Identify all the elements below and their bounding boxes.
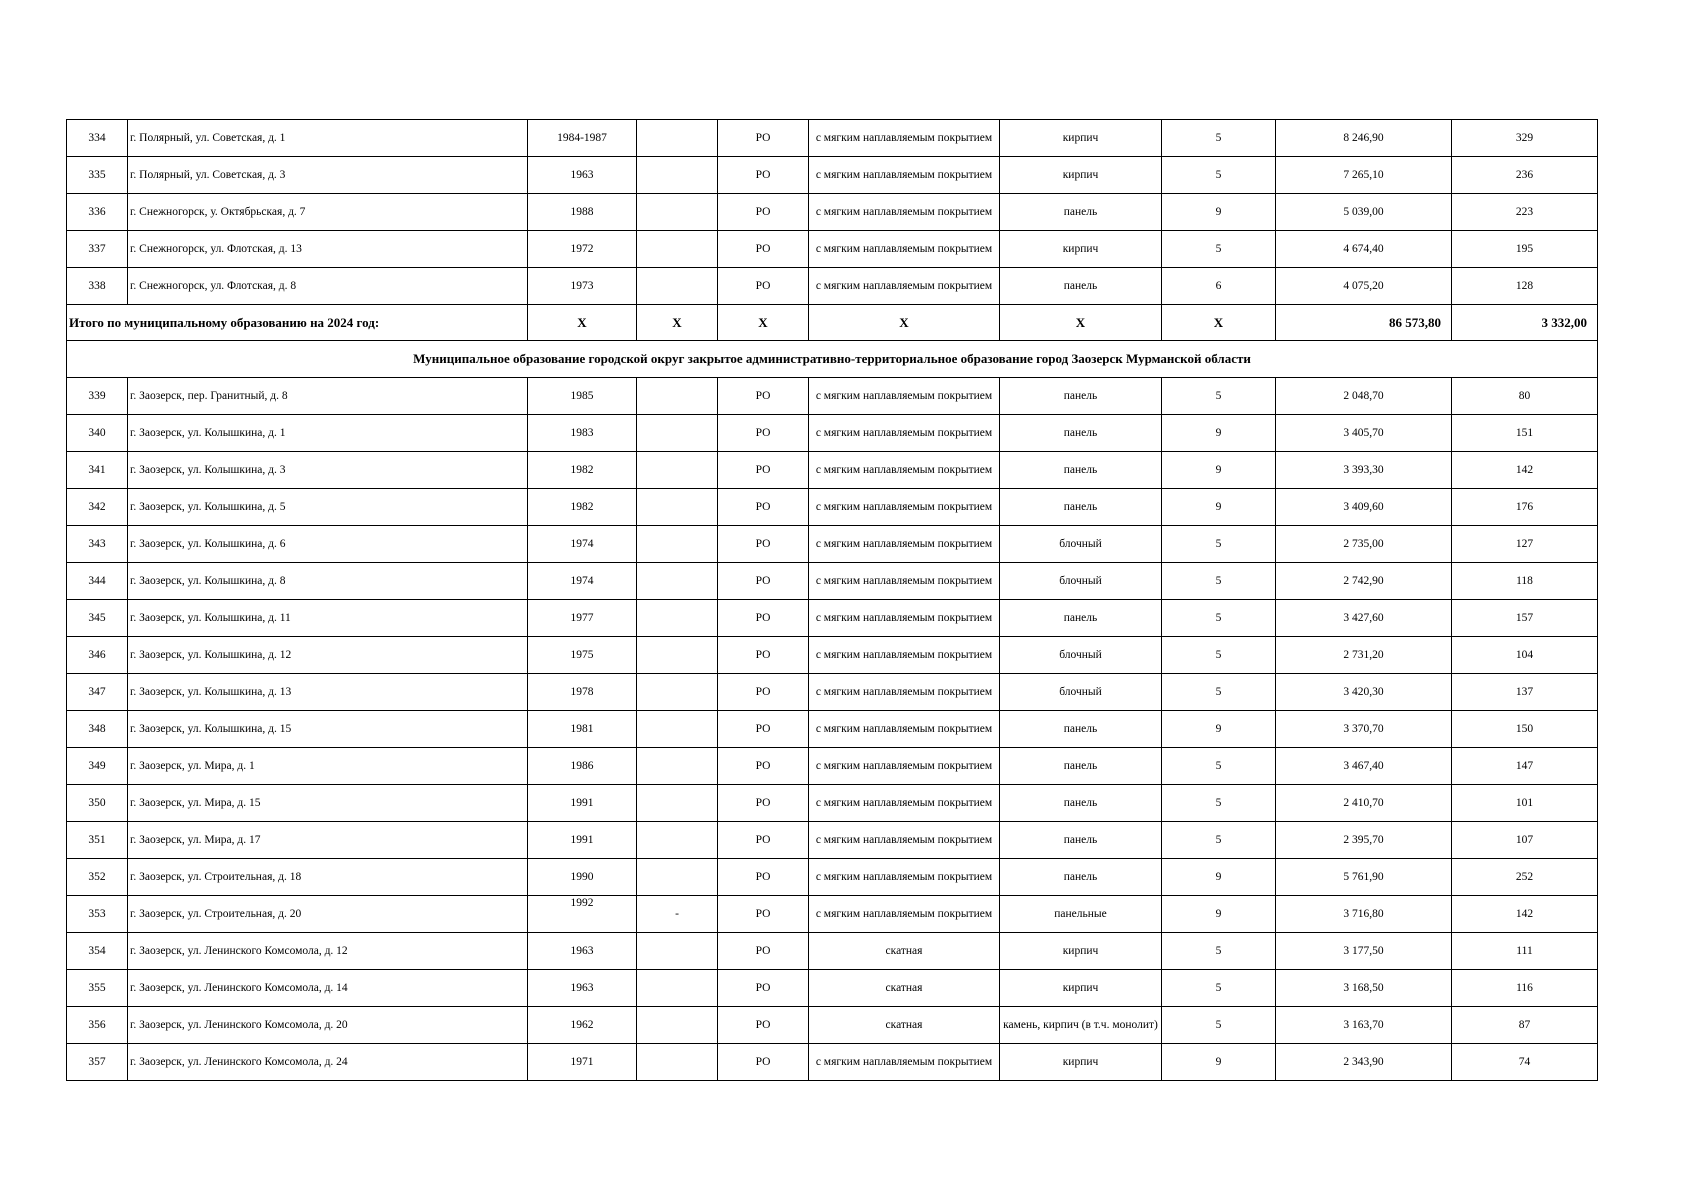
year-cell: 1971 — [528, 1044, 637, 1081]
address-cell: г. Полярный, ул. Советская, д. 3 — [128, 157, 528, 194]
wall-material-cell: блочный — [1000, 563, 1162, 600]
year-cell: 1988 — [528, 194, 637, 231]
total-area: 86 573,80 — [1276, 305, 1452, 341]
roof-type-cell: с мягким наплавляемым покрытием — [809, 489, 1000, 526]
empty-cell — [637, 231, 718, 268]
area-cell: 3 168,50 — [1276, 970, 1452, 1007]
table-row — [67, 268, 1598, 305]
roof-type-cell: с мягким наплавляемым покрытием — [809, 785, 1000, 822]
area-cell: 2 731,20 — [1276, 637, 1452, 674]
roof-type-cell: с мягким наплавляемым покрытием — [809, 378, 1000, 415]
year-cell: 1972 — [528, 231, 637, 268]
address-cell: г. Заозерск, ул. Колышкина, д. 5 — [128, 489, 528, 526]
fund-method-cell: РО — [718, 748, 809, 785]
address-cell: г. Заозерск, ул. Ленинского Комсомола, д. 20 — [128, 1007, 528, 1044]
row-number: 348 — [67, 711, 128, 748]
residents-cell: 87 — [1452, 1007, 1598, 1044]
floors-cell: 9 — [1162, 415, 1276, 452]
empty-cell: - — [637, 896, 718, 933]
wall-material-cell: кирпич — [1000, 157, 1162, 194]
address-cell: г. Заозерск, ул. Мира, д. 15 — [128, 785, 528, 822]
address-cell: г. Заозерск, ул. Колышкина, д. 3 — [128, 452, 528, 489]
empty-cell — [637, 785, 718, 822]
total-x-mark: X — [637, 305, 718, 341]
year-cell: 1974 — [528, 526, 637, 563]
fund-method-cell: РО — [718, 120, 809, 157]
address-cell: г. Заозерск, ул. Колышкина, д. 15 — [128, 711, 528, 748]
residents-cell: 111 — [1452, 933, 1598, 970]
total-x-mark: X — [528, 305, 637, 341]
residents-cell: 157 — [1452, 600, 1598, 637]
area-cell: 5 761,90 — [1276, 859, 1452, 896]
residents-cell: 142 — [1452, 452, 1598, 489]
wall-material-cell: панельные — [1000, 896, 1162, 933]
area-cell: 3 163,70 — [1276, 1007, 1452, 1044]
empty-cell — [637, 1007, 718, 1044]
area-cell: 2 735,00 — [1276, 526, 1452, 563]
residents-cell: 127 — [1452, 526, 1598, 563]
fund-method-cell: РО — [718, 231, 809, 268]
floors-cell: 9 — [1162, 711, 1276, 748]
area-cell: 2 048,70 — [1276, 378, 1452, 415]
wall-material-cell: блочный — [1000, 637, 1162, 674]
wall-material-cell: панель — [1000, 378, 1162, 415]
area-cell: 4 674,40 — [1276, 231, 1452, 268]
roof-type-cell: с мягким наплавляемым покрытием — [809, 896, 1000, 933]
fund-method-cell: РО — [718, 1007, 809, 1044]
table-row — [67, 120, 1598, 157]
roof-type-cell: с мягким наплавляемым покрытием — [809, 563, 1000, 600]
row-number: 338 — [67, 268, 128, 305]
area-cell: 8 246,90 — [1276, 120, 1452, 157]
area-cell: 3 420,30 — [1276, 674, 1452, 711]
floors-cell: 5 — [1162, 563, 1276, 600]
residents-cell: 147 — [1452, 748, 1598, 785]
residents-cell: 80 — [1452, 378, 1598, 415]
section-header-row — [67, 341, 1598, 378]
total-block — [67, 305, 1598, 378]
residents-cell: 116 — [1452, 970, 1598, 1007]
floors-cell: 5 — [1162, 1007, 1276, 1044]
address-cell: г. Заозерск, ул. Ленинского Комсомола, д. 14 — [128, 970, 528, 1007]
fund-method-cell: РО — [718, 268, 809, 305]
floors-cell: 5 — [1162, 231, 1276, 268]
row-number: 356 — [67, 1007, 128, 1044]
year-cell: 1963 — [528, 970, 637, 1007]
roof-type-cell: с мягким наплавляемым покрытием — [809, 194, 1000, 231]
row-number: 352 — [67, 859, 128, 896]
fund-method-cell: РО — [718, 194, 809, 231]
wall-material-cell: панель — [1000, 748, 1162, 785]
residents-cell: 223 — [1452, 194, 1598, 231]
floors-cell: 5 — [1162, 526, 1276, 563]
row-number: 341 — [67, 452, 128, 489]
address-cell: г. Полярный, ул. Советская, д. 1 — [128, 120, 528, 157]
table-row — [67, 748, 1598, 785]
roof-type-cell: с мягким наплавляемым покрытием — [809, 711, 1000, 748]
fund-method-cell: РО — [718, 489, 809, 526]
year-cell: 1986 — [528, 748, 637, 785]
area-cell: 3 393,30 — [1276, 452, 1452, 489]
address-cell: г. Заозерск, ул. Колышкина, д. 8 — [128, 563, 528, 600]
fund-method-cell: РО — [718, 896, 809, 933]
floors-cell: 5 — [1162, 748, 1276, 785]
fund-method-cell: РО — [718, 157, 809, 194]
roof-type-cell: с мягким наплавляемым покрытием — [809, 231, 1000, 268]
floors-cell: 5 — [1162, 970, 1276, 1007]
address-cell: г. Заозерск, ул. Ленинского Комсомола, д. 24 — [128, 1044, 528, 1081]
address-cell: г. Заозерск, ул. Строительная, д. 18 — [128, 859, 528, 896]
empty-cell — [637, 378, 718, 415]
row-number: 351 — [67, 822, 128, 859]
empty-cell — [637, 415, 718, 452]
year-cell: 1974 — [528, 563, 637, 600]
empty-cell — [637, 1044, 718, 1081]
residents-cell: 252 — [1452, 859, 1598, 896]
table-row — [67, 1007, 1598, 1044]
roof-type-cell: с мягким наплавляемым покрытием — [809, 268, 1000, 305]
table-row — [67, 157, 1598, 194]
row-number: 353 — [67, 896, 128, 933]
table-row — [67, 785, 1598, 822]
address-cell: г. Заозерск, ул. Колышкина, д. 6 — [128, 526, 528, 563]
residents-cell: 151 — [1452, 415, 1598, 452]
table-row — [67, 970, 1598, 1007]
year-cell: 1984-1987 — [528, 120, 637, 157]
roof-type-cell: с мягким наплавляемым покрытием — [809, 157, 1000, 194]
area-cell: 7 265,10 — [1276, 157, 1452, 194]
fund-method-cell: РО — [718, 674, 809, 711]
row-number: 350 — [67, 785, 128, 822]
row-number: 339 — [67, 378, 128, 415]
row-number: 342 — [67, 489, 128, 526]
year-cell: 1983 — [528, 415, 637, 452]
fund-method-cell: РО — [718, 711, 809, 748]
floors-cell: 9 — [1162, 1044, 1276, 1081]
area-cell: 2 410,70 — [1276, 785, 1452, 822]
fund-method-cell: РО — [718, 452, 809, 489]
wall-material-cell: панель — [1000, 600, 1162, 637]
residents-cell: 142 — [1452, 896, 1598, 933]
empty-cell — [637, 674, 718, 711]
roof-type-cell: с мягким наплавляемым покрытием — [809, 859, 1000, 896]
year-cell: 1990 — [528, 859, 637, 896]
fund-method-cell: РО — [718, 637, 809, 674]
fund-method-cell: РО — [718, 859, 809, 896]
table-row — [67, 563, 1598, 600]
row-number: 340 — [67, 415, 128, 452]
wall-material-cell: панель — [1000, 415, 1162, 452]
address-cell: г. Заозерск, ул. Ленинского Комсомола, д. 12 — [128, 933, 528, 970]
row-number: 357 — [67, 1044, 128, 1081]
wall-material-cell: панель — [1000, 194, 1162, 231]
table-row — [67, 378, 1598, 415]
housing-register-table — [66, 119, 1598, 1081]
fund-method-cell: РО — [718, 415, 809, 452]
table-row — [67, 452, 1598, 489]
area-cell: 4 075,20 — [1276, 268, 1452, 305]
address-cell: г. Заозерск, ул. Мира, д. 17 — [128, 822, 528, 859]
area-cell: 2 343,90 — [1276, 1044, 1452, 1081]
roof-type-cell: скатная — [809, 1007, 1000, 1044]
area-cell: 2 742,90 — [1276, 563, 1452, 600]
year-cell: 1991 — [528, 822, 637, 859]
area-cell: 3 370,70 — [1276, 711, 1452, 748]
wall-material-cell: панель — [1000, 489, 1162, 526]
floors-cell: 9 — [1162, 896, 1276, 933]
table-row — [67, 674, 1598, 711]
table-row — [67, 896, 1598, 933]
roof-type-cell: с мягким наплавляемым покрытием — [809, 415, 1000, 452]
table-row — [67, 933, 1598, 970]
residents-cell: 329 — [1452, 120, 1598, 157]
area-cell: 3 467,40 — [1276, 748, 1452, 785]
address-cell: г. Заозерск, ул. Колышкина, д. 12 — [128, 637, 528, 674]
table-row — [67, 489, 1598, 526]
residents-cell: 107 — [1452, 822, 1598, 859]
area-cell: 3 427,60 — [1276, 600, 1452, 637]
residents-cell: 236 — [1452, 157, 1598, 194]
table-row — [67, 859, 1598, 896]
address-cell: г. Заозерск, ул. Колышкина, д. 11 — [128, 600, 528, 637]
empty-cell — [637, 711, 718, 748]
floors-cell: 9 — [1162, 194, 1276, 231]
residents-cell: 104 — [1452, 637, 1598, 674]
group1-rows — [67, 120, 1598, 305]
row-number: 344 — [67, 563, 128, 600]
roof-type-cell: с мягким наплавляемым покрытием — [809, 600, 1000, 637]
fund-method-cell: РО — [718, 378, 809, 415]
row-number: 334 — [67, 120, 128, 157]
wall-material-cell: кирпич — [1000, 1044, 1162, 1081]
empty-cell — [637, 637, 718, 674]
empty-cell — [637, 526, 718, 563]
fund-method-cell: РО — [718, 526, 809, 563]
residents-cell: 137 — [1452, 674, 1598, 711]
year-cell: 1975 — [528, 637, 637, 674]
address-cell: г. Снежногорск, ул. Флотская, д. 8 — [128, 268, 528, 305]
fund-method-cell: РО — [718, 600, 809, 637]
year-cell: 1985 — [528, 378, 637, 415]
fund-method-cell: РО — [718, 822, 809, 859]
roof-type-cell: с мягким наплавляемым покрытием — [809, 120, 1000, 157]
empty-cell — [637, 859, 718, 896]
wall-material-cell: кирпич — [1000, 120, 1162, 157]
total-residents: 3 332,00 — [1452, 305, 1598, 341]
area-cell: 2 395,70 — [1276, 822, 1452, 859]
wall-material-cell: панель — [1000, 822, 1162, 859]
wall-material-cell: блочный — [1000, 526, 1162, 563]
row-number: 335 — [67, 157, 128, 194]
year-cell: 1963 — [528, 157, 637, 194]
section-title: Муниципальное образование городской округ закрытое административно-территориальное образование город Заозерск Мурманской области — [67, 341, 1598, 378]
wall-material-cell: панель — [1000, 785, 1162, 822]
row-number: 345 — [67, 600, 128, 637]
roof-type-cell: с мягким наплавляемым покрытием — [809, 637, 1000, 674]
year-cell: 1963 — [528, 933, 637, 970]
residents-cell: 176 — [1452, 489, 1598, 526]
row-number: 346 — [67, 637, 128, 674]
area-cell: 3 405,70 — [1276, 415, 1452, 452]
wall-material-cell: панель — [1000, 711, 1162, 748]
roof-type-cell: с мягким наплавляемым покрытием — [809, 1044, 1000, 1081]
year-cell: 1992 — [528, 896, 637, 933]
address-cell: г. Снежногорск, у. Октябрьская, д. 7 — [128, 194, 528, 231]
table-row — [67, 1044, 1598, 1081]
floors-cell: 5 — [1162, 378, 1276, 415]
floors-cell: 5 — [1162, 933, 1276, 970]
table-row — [67, 637, 1598, 674]
floors-cell: 5 — [1162, 120, 1276, 157]
total-x-mark: X — [809, 305, 1000, 341]
floors-cell: 9 — [1162, 489, 1276, 526]
year-cell: 1973 — [528, 268, 637, 305]
residents-cell: 74 — [1452, 1044, 1598, 1081]
wall-material-cell: блочный — [1000, 674, 1162, 711]
group2-rows — [67, 378, 1598, 1081]
year-cell: 1981 — [528, 711, 637, 748]
wall-material-cell: панель — [1000, 452, 1162, 489]
table-row — [67, 600, 1598, 637]
table-row — [67, 415, 1598, 452]
year-cell: 1982 — [528, 489, 637, 526]
year-cell: 1982 — [528, 452, 637, 489]
row-number: 343 — [67, 526, 128, 563]
roof-type-cell: с мягким наплавляемым покрытием — [809, 748, 1000, 785]
year-cell: 1978 — [528, 674, 637, 711]
wall-material-cell: камень, кирпич (в т.ч. монолит) — [1000, 1007, 1162, 1044]
area-cell: 3 716,80 — [1276, 896, 1452, 933]
wall-material-cell: панель — [1000, 268, 1162, 305]
empty-cell — [637, 268, 718, 305]
wall-material-cell: панель — [1000, 859, 1162, 896]
address-cell: г. Заозерск, пер. Гранитный, д. 8 — [128, 378, 528, 415]
floors-cell: 9 — [1162, 452, 1276, 489]
floors-cell: 5 — [1162, 637, 1276, 674]
row-number: 336 — [67, 194, 128, 231]
address-cell: г. Снежногорск, ул. Флотская, д. 13 — [128, 231, 528, 268]
floors-cell: 5 — [1162, 600, 1276, 637]
wall-material-cell: кирпич — [1000, 231, 1162, 268]
table-row — [67, 822, 1598, 859]
fund-method-cell: РО — [718, 785, 809, 822]
year-cell: 1991 — [528, 785, 637, 822]
residents-cell: 118 — [1452, 563, 1598, 600]
empty-cell — [637, 970, 718, 1007]
row-number: 354 — [67, 933, 128, 970]
row-number: 355 — [67, 970, 128, 1007]
row-number: 349 — [67, 748, 128, 785]
address-cell: г. Заозерск, ул. Строительная, д. 20 — [128, 896, 528, 933]
wall-material-cell: кирпич — [1000, 970, 1162, 1007]
floors-cell: 9 — [1162, 859, 1276, 896]
empty-cell — [637, 489, 718, 526]
row-number: 347 — [67, 674, 128, 711]
total-x-mark: X — [1000, 305, 1162, 341]
wall-material-cell: кирпич — [1000, 933, 1162, 970]
residents-cell: 128 — [1452, 268, 1598, 305]
table-row — [67, 231, 1598, 268]
fund-method-cell: РО — [718, 970, 809, 1007]
table-row — [67, 194, 1598, 231]
total-label: Итого по муниципальному образованию на 2024 год: — [67, 305, 528, 341]
empty-cell — [637, 452, 718, 489]
floors-cell: 5 — [1162, 785, 1276, 822]
residents-cell: 101 — [1452, 785, 1598, 822]
fund-method-cell: РО — [718, 563, 809, 600]
roof-type-cell: с мягким наплавляемым покрытием — [809, 526, 1000, 563]
floors-cell: 5 — [1162, 822, 1276, 859]
roof-type-cell: с мягким наплавляемым покрытием — [809, 674, 1000, 711]
row-number: 337 — [67, 231, 128, 268]
table-row — [67, 711, 1598, 748]
roof-type-cell: с мягким наплавляемым покрытием — [809, 822, 1000, 859]
floors-cell: 5 — [1162, 674, 1276, 711]
area-cell: 3 177,50 — [1276, 933, 1452, 970]
empty-cell — [637, 194, 718, 231]
empty-cell — [637, 600, 718, 637]
total-row — [67, 305, 1598, 341]
year-cell: 1977 — [528, 600, 637, 637]
empty-cell — [637, 933, 718, 970]
area-cell: 5 039,00 — [1276, 194, 1452, 231]
empty-cell — [637, 120, 718, 157]
roof-type-cell: с мягким наплавляемым покрытием — [809, 452, 1000, 489]
empty-cell — [637, 563, 718, 600]
fund-method-cell: РО — [718, 1044, 809, 1081]
fund-method-cell: РО — [718, 933, 809, 970]
floors-cell: 6 — [1162, 268, 1276, 305]
total-x-mark: X — [1162, 305, 1276, 341]
total-x-mark: X — [718, 305, 809, 341]
address-cell: г. Заозерск, ул. Колышкина, д. 13 — [128, 674, 528, 711]
address-cell: г. Заозерск, ул. Мира, д. 1 — [128, 748, 528, 785]
address-cell: г. Заозерск, ул. Колышкина, д. 1 — [128, 415, 528, 452]
empty-cell — [637, 748, 718, 785]
roof-type-cell: скатная — [809, 933, 1000, 970]
roof-type-cell: скатная — [809, 970, 1000, 1007]
empty-cell — [637, 822, 718, 859]
empty-cell — [637, 157, 718, 194]
residents-cell: 195 — [1452, 231, 1598, 268]
table-row — [67, 526, 1598, 563]
year-cell: 1962 — [528, 1007, 637, 1044]
area-cell: 3 409,60 — [1276, 489, 1452, 526]
residents-cell: 150 — [1452, 711, 1598, 748]
floors-cell: 5 — [1162, 157, 1276, 194]
